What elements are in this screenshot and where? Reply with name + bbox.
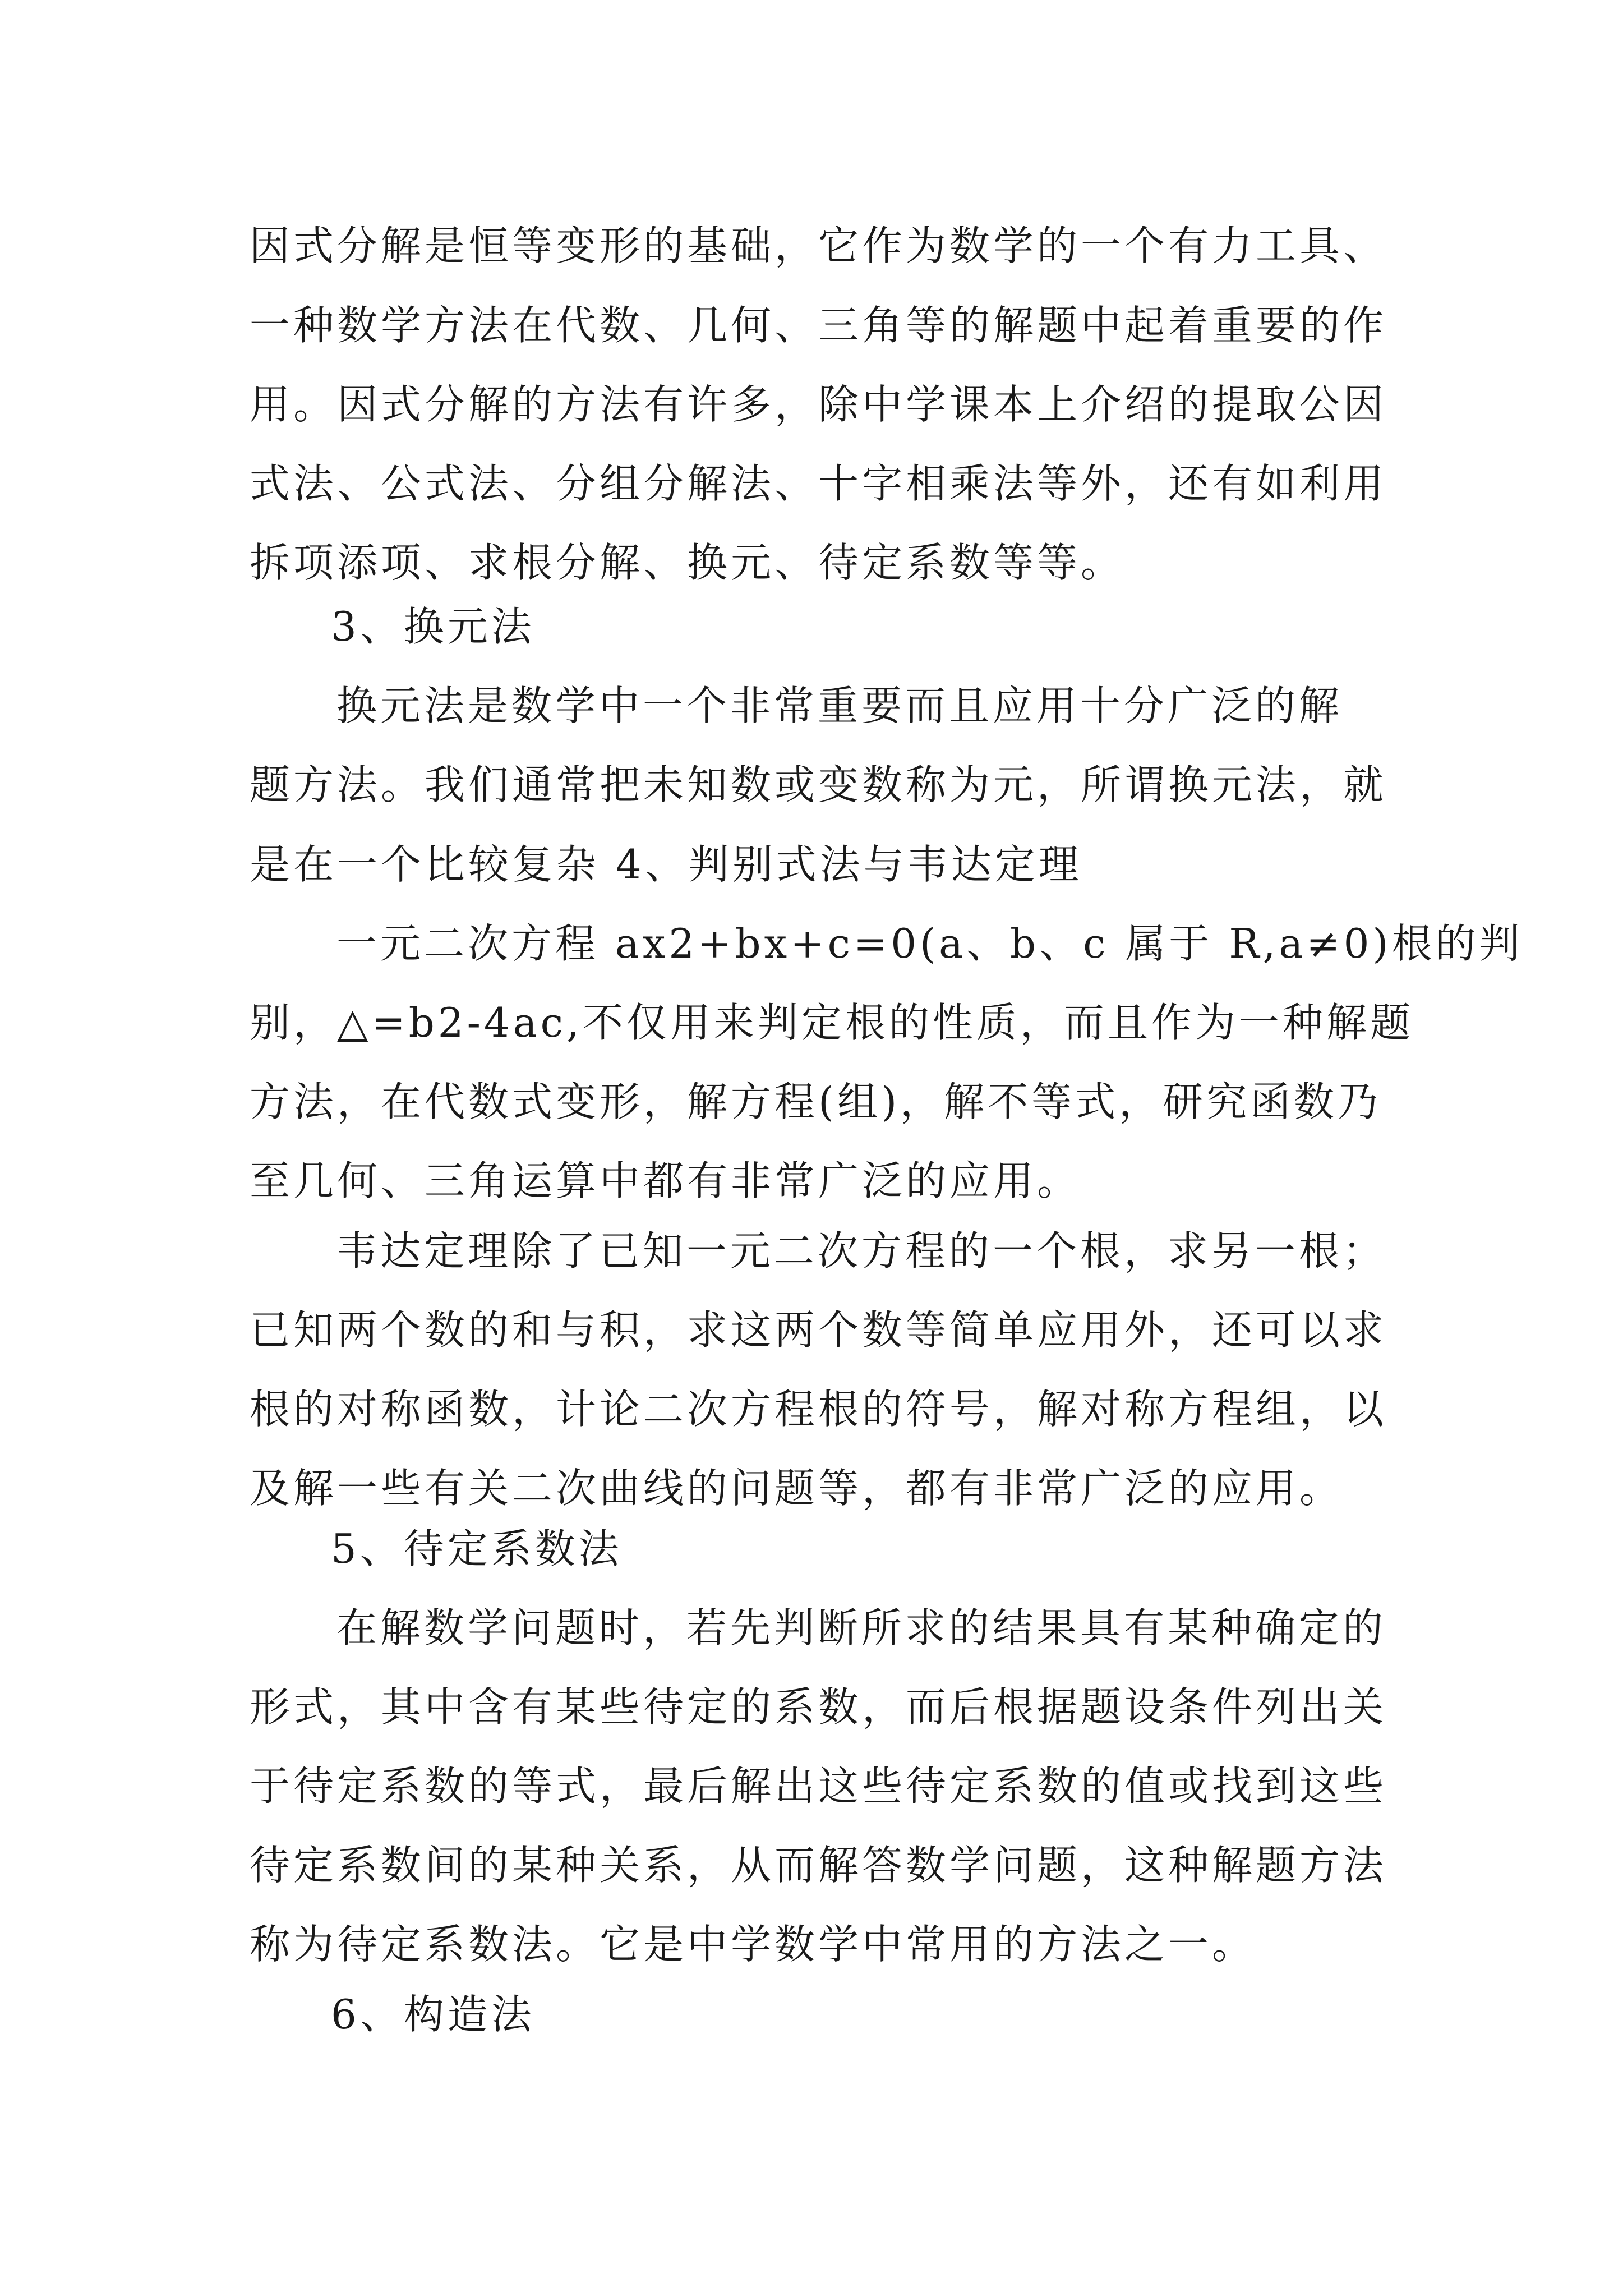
text-line: 因式分解是恒等变形的基础，它作为数学的一个有力工具、 — [250, 222, 1387, 269]
text-line: 形式，其中含有某些待定的系数，而后根据题设条件列出关 — [250, 1683, 1387, 1731]
section-heading: 3、换元法 — [331, 603, 535, 650]
text-line: 称为待定系数法。它是中学数学中常用的方法之一。 — [250, 1921, 1256, 1968]
text-line: 已知两个数的和与积，求这两个数等简单应用外，还可以求 — [250, 1306, 1387, 1354]
text-line: 在解数学问题时，若先判断所求的结果具有某种确定的 — [336, 1604, 1387, 1651]
text-line: 及解一些有关二次曲线的问题等，都有非常广泛的应用。 — [250, 1465, 1344, 1512]
text-line: 换元法是数学中一个非常重要而且应用十分广泛的解 — [336, 682, 1343, 729]
text-line: 用。因式分解的方法有许多，除中学课本上介绍的提取公因 — [250, 381, 1387, 428]
text-line: 式法、公式法、分组分解法、十字相乘法等外，还有如利用 — [250, 460, 1387, 507]
text-line: 待定系数间的某种关系，从而解答数学问题，这种解题方法 — [250, 1842, 1387, 1889]
text-line: 题方法。我们通常把未知数或变数称为元，所谓换元法，就 — [250, 761, 1387, 808]
text-line: 至几何、三角运算中都有非常广泛的应用。 — [250, 1157, 1081, 1204]
text-line: 于待定系数的等式，最后解出这些待定系数的值或找到这些 — [250, 1763, 1387, 1810]
text-line: 一种数学方法在代数、几何、三角等的解题中起着重要的作 — [250, 302, 1387, 349]
text-line: 是在一个比较复杂 4、判别式法与韦达定理 — [250, 841, 1082, 888]
text-line: 拆项添项、求根分解、换元、待定系数等等。 — [250, 539, 1125, 586]
text-line: 韦达定理除了已知一元二次方程的一个根，求另一根； — [336, 1227, 1387, 1274]
text-line: 方法，在代数式变形，解方程(组)，解不等式，研究函数乃 — [250, 1078, 1382, 1125]
section-heading: 6、构造法 — [331, 1991, 535, 2038]
text-line: 别，△=b2-4ac,不仅用来判定根的性质，而且作为一种解题 — [250, 999, 1414, 1046]
text-line: 一元二次方程 ax2+bx+c=0(a、b、c 属于 R,a≠0)根的判 — [336, 920, 1523, 967]
text-line: 根的对称函数，计论二次方程根的符号，解对称方程组，以 — [250, 1386, 1387, 1433]
section-heading: 5、待定系数法 — [331, 1525, 623, 1572]
